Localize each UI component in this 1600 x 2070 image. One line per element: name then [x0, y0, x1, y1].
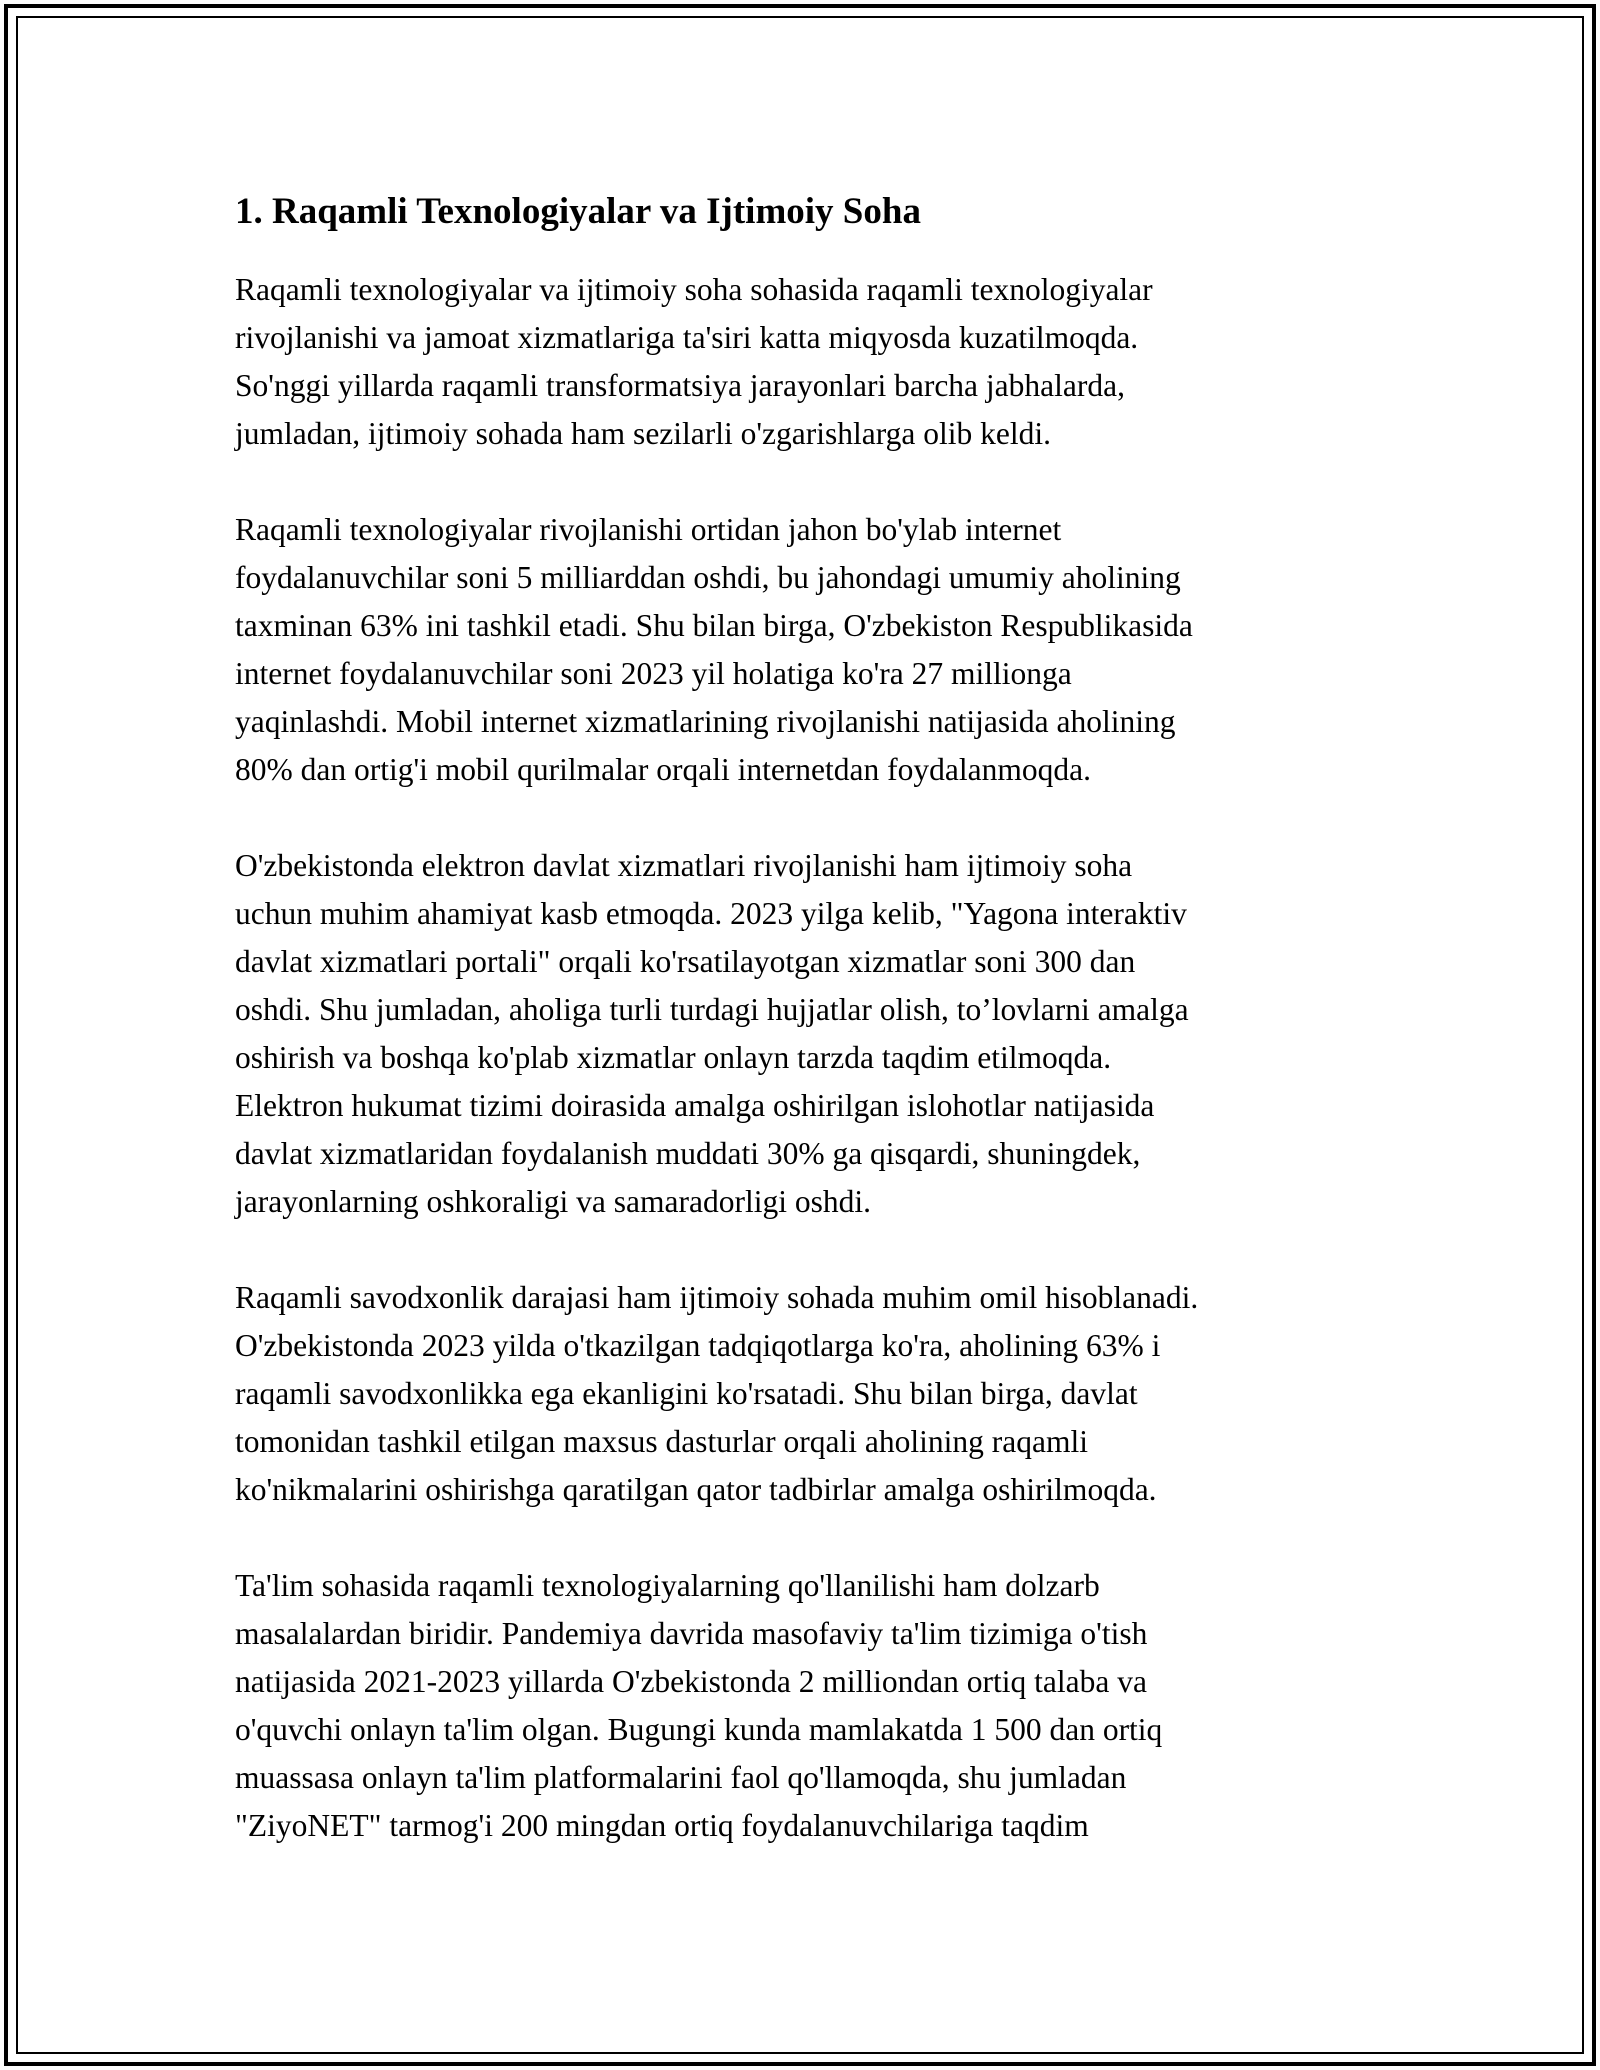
paragraph-line: foydalanuvchilar soni 5 milliarddan oshdi, bu jahondagi umumiy aholining: [235, 560, 1181, 595]
paragraph: [235, 506, 1375, 794]
paragraph-line: oshdi. Shu jumladan, aholiga turli turdagi hujjatlar olish, to’lovlarni amalga: [235, 992, 1189, 1027]
paragraph-line: 80% dan ortig'i mobil qurilmalar orqali internetdan foydalanmoqda.: [235, 752, 1091, 787]
paragraph-line: muassasa onlayn ta'lim platformalarini faol qo'llamoqda, shu jumladan: [235, 1760, 1127, 1795]
paragraph-line: raqamli savodxonlikka ega ekanligini ko'rsatadi. Shu bilan birga, davlat: [235, 1376, 1138, 1411]
paragraph-line: Raqamli savodxonlik darajasi ham ijtimoiy sohada muhim omil hisoblanadi.: [235, 1280, 1199, 1315]
section-heading: 1. Raqamli Texnologiyalar va Ijtimoiy Soha: [235, 191, 921, 232]
paragraph-line: Raqamli texnologiyalar rivojlanishi ortidan jahon bo'ylab internet: [235, 512, 1062, 547]
paragraph-line: uchun muhim ahamiyat kasb etmoqda. 2023 yilga kelib, "Yagona interaktiv: [235, 896, 1187, 931]
paragraph-line: davlat xizmatlari portali" orqali ko'rsatilayotgan xizmatlar soni 300 dan: [235, 944, 1136, 979]
paragraph: [235, 842, 1375, 1226]
paragraph-line: o'quvchi onlayn ta'lim olgan. Bugungi kunda mamlakatda 1 500 dan ortiq: [235, 1712, 1163, 1747]
paragraph-line: internet foydalanuvchilar soni 2023 yil holatiga ko'ra 27 millionga: [235, 656, 1072, 691]
paragraph-line: ko'nikmalarini oshirishga qaratilgan qator tadbirlar amalga oshirilmoqda.: [235, 1472, 1157, 1507]
paragraph: [235, 1562, 1375, 1850]
paragraph-line: So'nggi yillarda raqamli transformatsiya jarayonlari barcha jabhalarda,: [235, 368, 1125, 403]
paragraph-line: yaqinlashdi. Mobil internet xizmatlarining rivojlanishi natijasida aholining: [235, 704, 1176, 739]
paragraph-line: tomonidan tashkil etilgan maxsus dasturlar orqali aholining raqamli: [235, 1424, 1088, 1459]
paragraph-line: rivojlanishi va jamoat xizmatlariga ta'siri katta miqyosda kuzatilmoqda.: [235, 320, 1139, 355]
paragraph-line: Ta'lim sohasida raqamli texnologiyalarning qo'llanilishi ham dolzarb: [235, 1568, 1100, 1603]
paragraph-line: natijasida 2021-2023 yillarda O'zbekistonda 2 milliondan ortiq talaba va: [235, 1664, 1147, 1699]
paragraph-line: taxminan 63% ini tashkil etadi. Shu bilan birga, O'zbekiston Respublikasida: [235, 608, 1193, 643]
paragraph-line: jumladan, ijtimoiy sohada ham sezilarli o'zgarishlarga olib keldi.: [235, 416, 1052, 451]
paragraph: [235, 266, 1375, 458]
paragraph-line: davlat xizmatlaridan foydalanish muddati 30% ga qisqardi, shuningdek,: [235, 1136, 1141, 1171]
paragraph-line: Elektron hukumat tizimi doirasida amalga oshirilgan islohotlar natijasida: [235, 1088, 1155, 1123]
paragraph-line: O'zbekistonda elektron davlat xizmatlari rivojlanishi ham ijtimoiy soha: [235, 848, 1133, 883]
paragraph-line: masalalardan biridir. Pandemiya davrida masofaviy ta'lim tizimiga o'tish: [235, 1616, 1148, 1651]
paragraph-line: Raqamli texnologiyalar va ijtimoiy soha sohasida raqamli texnologiyalar: [235, 272, 1153, 307]
paragraph-line: jarayonlarning oshkoraligi va samaradorligi oshdi.: [235, 1184, 871, 1219]
paragraph-line: O'zbekistonda 2023 yilda o'tkazilgan tadqiqotlarga ko'ra, aholining 63% i: [235, 1328, 1161, 1363]
paragraph-line: "ZiyoNET" tarmog'i 200 mingdan ortiq foydalanuvchilariga taqdim: [235, 1808, 1089, 1843]
document-body: [235, 188, 1375, 1898]
paragraph: [235, 1274, 1375, 1514]
paragraph-line: oshirish va boshqa ko'plab xizmatlar onlayn tarzda taqdim etilmoqda.: [235, 1040, 1112, 1075]
paragraph-list: [235, 266, 1375, 1850]
